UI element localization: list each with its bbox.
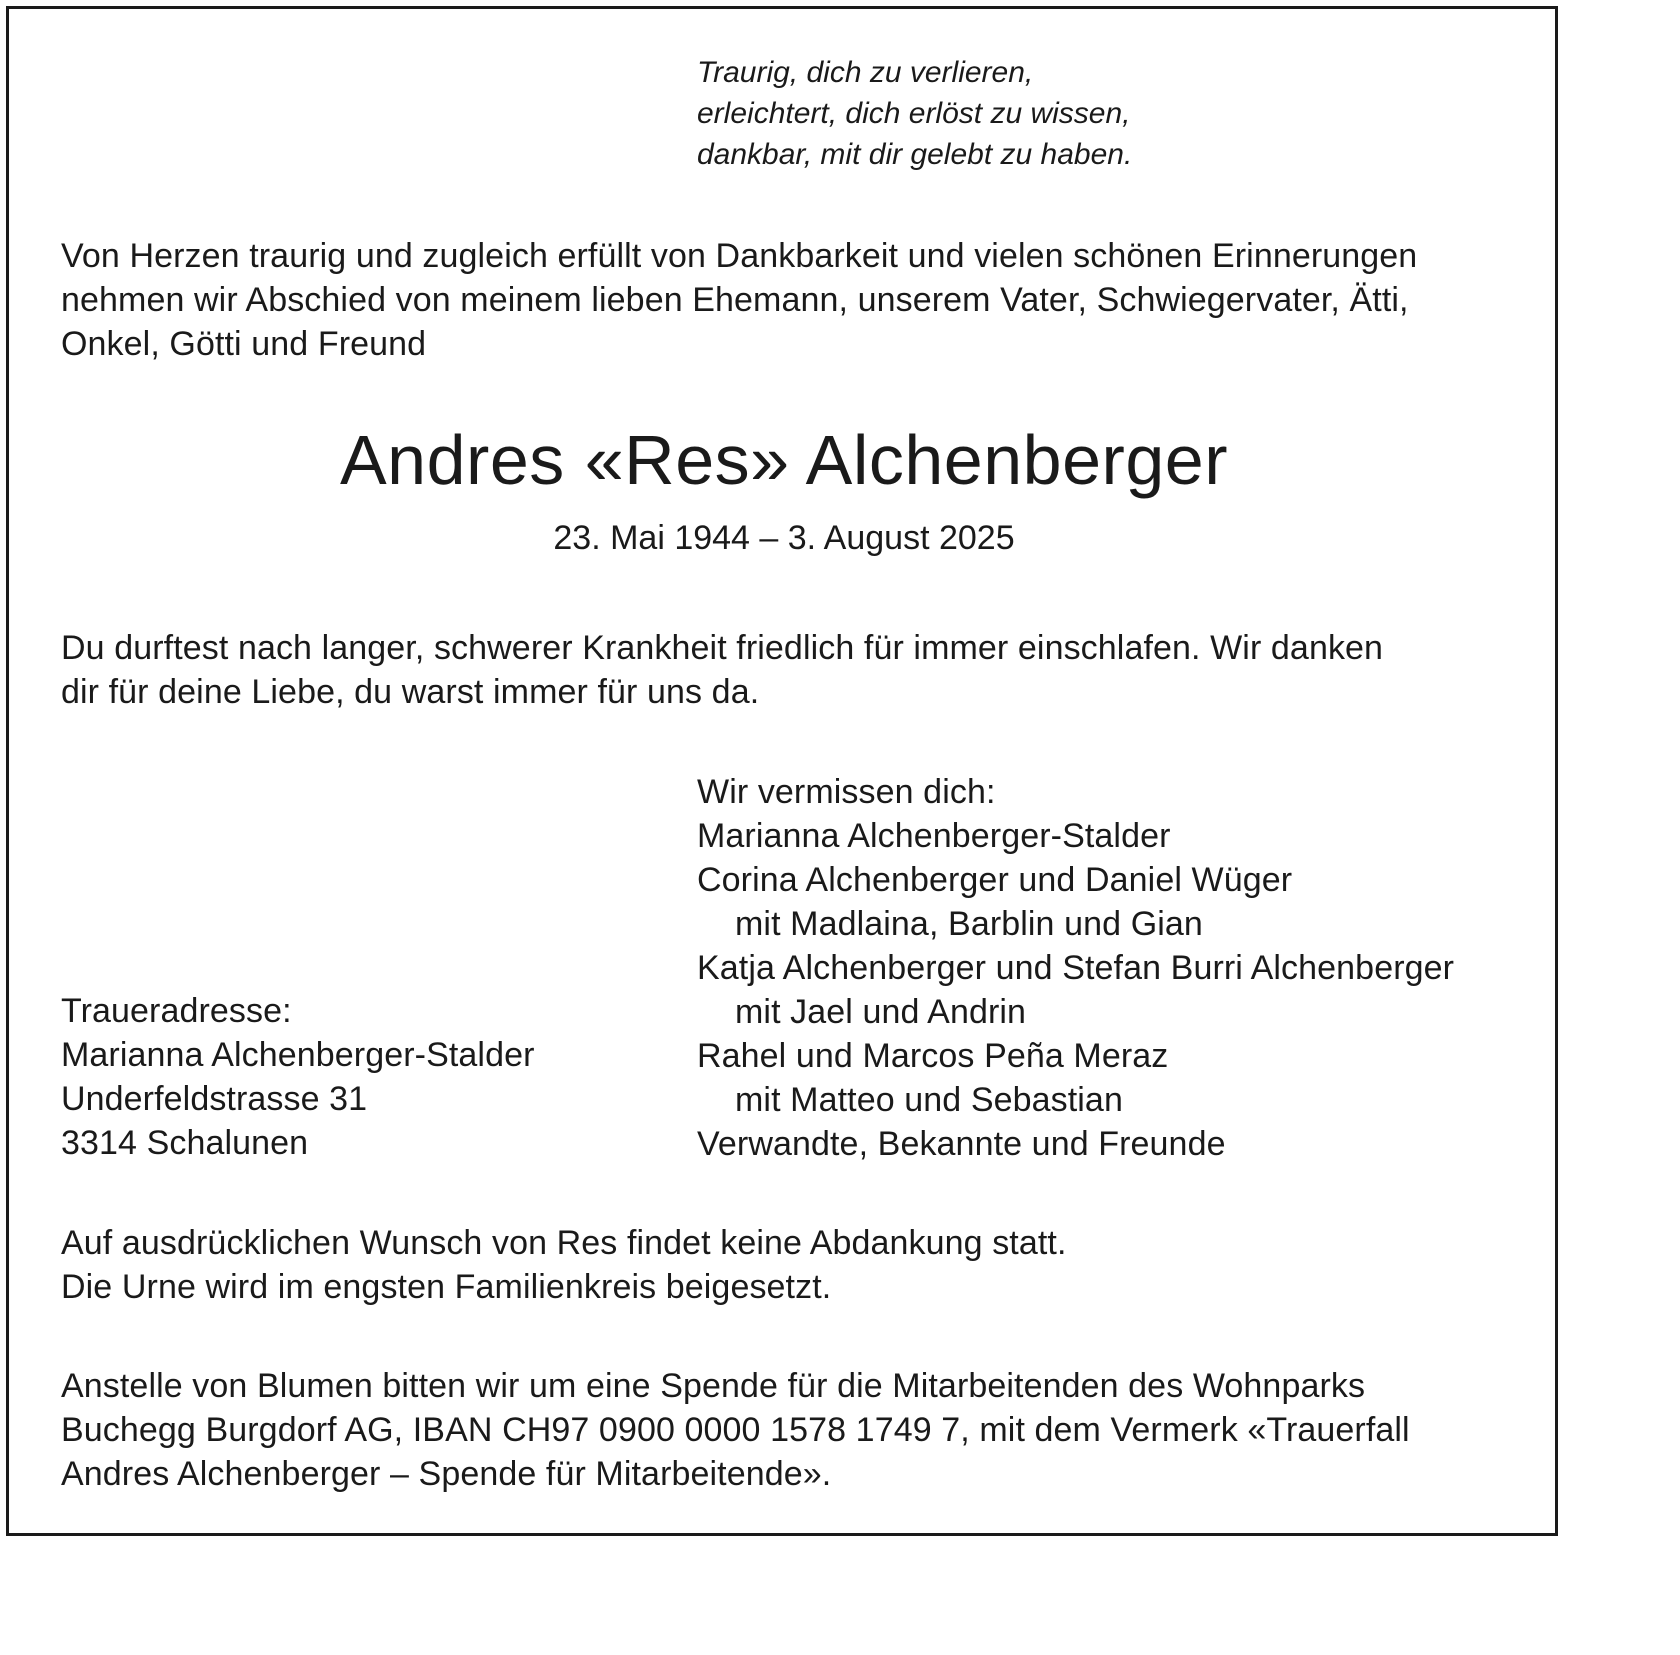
- family-children: mit Matteo und Sebastian: [735, 1081, 1123, 1119]
- farewell-line: Du durftest nach langer, schwerer Krankheit friedlich für immer einschlafen. Wir danken: [61, 629, 1384, 667]
- address-city: 3314 Schalunen: [61, 1124, 309, 1162]
- verse-line: erleichtert, dich erlöst zu wissen,: [697, 97, 1131, 130]
- donation-line: Andres Alchenberger – Spende für Mitarbeitende».: [61, 1455, 832, 1493]
- verse-line: Traurig, dich zu verlieren,: [697, 56, 1034, 89]
- address-name: Marianna Alchenberger-Stalder: [61, 1036, 535, 1074]
- address-street: Underfeldstrasse 31: [61, 1080, 368, 1118]
- family-children: mit Jael und Andrin: [735, 993, 1027, 1031]
- family-member: Katja Alchenberger und Stefan Burri Alchenberger: [697, 949, 1455, 987]
- family-children: mit Madlaina, Barblin und Gian: [735, 905, 1203, 943]
- family-member: Verwandte, Bekannte und Freunde: [697, 1125, 1226, 1163]
- intro-line: Von Herzen traurig und zugleich erfüllt von Dankbarkeit und vielen schönen Erinnerungen: [61, 237, 1418, 275]
- donation-line: Anstelle von Blumen bitten wir um eine Spende für die Mitarbeitenden des Wohnparks: [61, 1367, 1366, 1405]
- verse-line: dankbar, mit dir gelebt zu haben.: [697, 138, 1133, 171]
- intro-line: nehmen wir Abschied von meinem lieben Ehemann, unserem Vater, Schwiegervater, Ätti,: [61, 281, 1409, 319]
- ceremony-line: Auf ausdrücklichen Wunsch von Res findet keine Abdankung statt.: [61, 1224, 1067, 1262]
- donation-paragraph: [61, 1364, 1410, 1496]
- farewell-paragraph: [61, 626, 1383, 714]
- donation-line: Buchegg Burgdorf AG, IBAN CH97 0900 0000 1578 1749 7, mit dem Vermerk «Trauerfall: [61, 1411, 1410, 1449]
- family-heading: Wir vermissen dich:: [697, 773, 996, 811]
- farewell-line: dir für deine Liebe, du warst immer für uns da.: [61, 673, 760, 711]
- memorial-verse: [697, 52, 1132, 175]
- life-dates: 23. Mai 1944 – 3. August 2025: [553, 519, 1015, 557]
- family-member: Marianna Alchenberger-Stalder: [697, 817, 1171, 855]
- mourning-address: [61, 989, 535, 1165]
- deceased-name: Andres «Res» Alchenberger: [339, 421, 1229, 499]
- intro-line: Onkel, Götti und Freund: [61, 325, 427, 363]
- ceremony-line: Die Urne wird im engsten Familienkreis beigesetzt.: [61, 1268, 832, 1306]
- family-member: Rahel und Marcos Peña Meraz: [697, 1037, 1169, 1075]
- family-list: [697, 770, 1454, 1166]
- ceremony-paragraph: [61, 1221, 1067, 1309]
- address-heading: Traueradresse:: [61, 992, 292, 1030]
- intro-paragraph: [61, 234, 1417, 366]
- family-member: Corina Alchenberger und Daniel Wüger: [697, 861, 1293, 899]
